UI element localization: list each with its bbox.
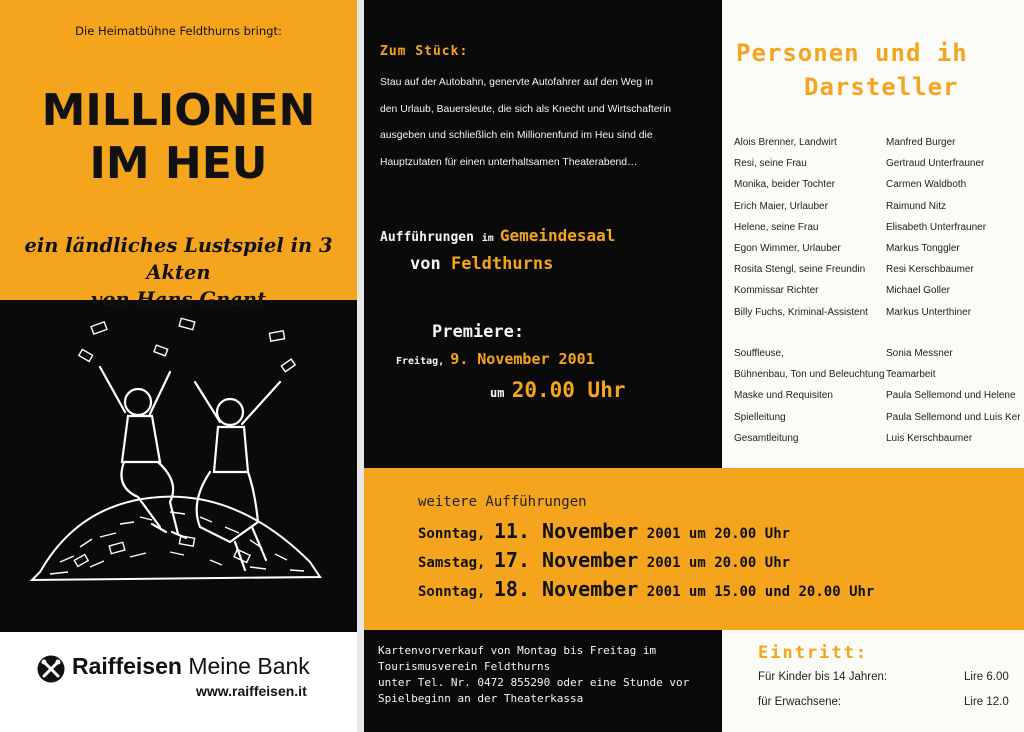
cast-actor: Michael Goller bbox=[886, 285, 950, 297]
cast-roles bbox=[734, 132, 868, 323]
cast-actor: Gertraud Unterfrauner bbox=[886, 158, 985, 170]
crew-role: Souffleuse, bbox=[734, 348, 784, 359]
crew-role: Gesamtleitung bbox=[734, 432, 799, 444]
crew-name: Paula Sellemond und Luis Ker bbox=[886, 411, 1021, 423]
ticket-line: Kartenvorverkauf von Montag bis Freitag im bbox=[378, 644, 657, 657]
premiere-label: Premiere: bbox=[432, 322, 525, 342]
play-title bbox=[0, 84, 357, 190]
crew-role: Bühnenbau, Ton und Beleuchtung bbox=[734, 369, 885, 381]
performances-place bbox=[410, 254, 553, 274]
premiere-date bbox=[396, 350, 595, 368]
von-word: von bbox=[410, 254, 451, 274]
title-line-1: MILLIONEN bbox=[41, 85, 316, 136]
ticket-line: Spielbeginn an der Theaterkassa bbox=[378, 692, 584, 705]
further-date: 11. November bbox=[493, 519, 639, 543]
sponsor-name-bold: Raiffeisen bbox=[72, 653, 182, 679]
sponsor-name bbox=[72, 653, 310, 680]
story-line: den Urlaub, Bauersleute, die sich als Knecht und Wirtschafterin bbox=[380, 103, 672, 115]
entry-heading: Eintritt: bbox=[758, 643, 869, 663]
further-day: Samstag, bbox=[418, 555, 494, 571]
subtitle-line-2: von Hans Gnant bbox=[91, 288, 266, 311]
cast-role: Erich Maier, Urlauber bbox=[734, 200, 828, 212]
performances-intro bbox=[380, 226, 615, 245]
cast-role: Billy Fuchs, Kriminal-Assistent bbox=[734, 306, 868, 318]
story-line: ausgeben und schließlich ein Millionenfund im Heu sind die bbox=[380, 130, 653, 141]
cast-actor: Raimund Nitz bbox=[886, 200, 947, 212]
adults-price-label: für Erwachsene: bbox=[758, 696, 842, 708]
cast-role: Helene, seine Frau bbox=[734, 221, 819, 233]
cast-role: Resi, seine Frau bbox=[734, 158, 807, 170]
children-price-label: Für Kinder bis 14 Jahren: bbox=[758, 671, 888, 683]
crew-role: Spielleitung bbox=[734, 411, 786, 423]
venue-name: Gemeindesaal bbox=[499, 226, 616, 245]
crew-name: Sonia Messner bbox=[886, 348, 953, 359]
story-line: Hauptzutaten für einen unterhaltsamen Theaterabend… bbox=[380, 156, 638, 168]
um-word: um bbox=[490, 386, 512, 400]
crew-names bbox=[886, 343, 1022, 449]
further-time: 2001 um 15.00 und 20.00 Uhr bbox=[638, 584, 875, 600]
children-price: Lire 6.00 bbox=[964, 671, 1009, 683]
premiere-time-value: 20.00 Uhr bbox=[511, 378, 626, 402]
cast-role: Monika, beider Tochter bbox=[734, 179, 835, 191]
cast-actors bbox=[886, 132, 986, 323]
further-date-1 bbox=[418, 519, 1020, 543]
further-time: 2001 um 20.00 Uhr bbox=[638, 555, 791, 571]
subtitle-line-1: ein ländliches Lustspiel in 3 Akten bbox=[24, 234, 333, 284]
crew-role: Maske und Requisiten bbox=[734, 390, 833, 402]
further-date-3 bbox=[418, 577, 1020, 601]
crew-name: Paula Sellemond und Helene bbox=[886, 390, 1016, 402]
crew-roles bbox=[734, 343, 885, 449]
sponsor-name-regular: Meine Bank bbox=[181, 653, 310, 679]
story-text bbox=[380, 70, 716, 176]
cast-actor: Elisabeth Unterfrauner bbox=[886, 221, 987, 233]
crew-name: Teamarbeit bbox=[886, 369, 936, 381]
cast-heading-line-2: Darsteller bbox=[804, 73, 959, 101]
further-date: 17. November bbox=[493, 548, 639, 572]
intro-word: Aufführungen bbox=[380, 230, 482, 245]
cast-role: Egon Wimmer, Urlauber bbox=[734, 242, 841, 254]
cast-actor: Carmen Waldboth bbox=[886, 179, 967, 191]
crew-name: Luis Kerschbaumer bbox=[886, 432, 973, 444]
raiffeisen-crossed-horses-logo bbox=[36, 654, 66, 684]
presenter-line: Die Heimatbühne Feldthurns bringt: bbox=[75, 24, 282, 38]
story-line: Stau auf der Autobahn, genervte Autofahrer auf den Weg in bbox=[380, 77, 654, 88]
people-throwing-money-on-haystack-illustration bbox=[20, 312, 340, 612]
cast-role: Alois Brenner, Landwirt bbox=[734, 137, 837, 148]
cast-actor: Markus Unterthiner bbox=[886, 306, 972, 318]
cast-actor: Resi Kerschbaumer bbox=[886, 264, 974, 276]
cast-actor: Markus Tonggler bbox=[886, 242, 960, 254]
title-line-2: IM HEU bbox=[89, 138, 268, 189]
cast-role: Rosita Stengl, seine Freundin bbox=[734, 264, 866, 276]
premiere-date-value: 9. November 2001 bbox=[450, 350, 595, 368]
ticket-line: unter Tel. Nr. 0472 855290 oder eine Stunde vor bbox=[378, 676, 690, 689]
premiere-day: Freitag, bbox=[396, 356, 451, 367]
cast-actor: Manfred Burger bbox=[886, 137, 956, 148]
further-date: 18. November bbox=[493, 577, 639, 601]
premiere-time bbox=[490, 378, 625, 402]
fold-divider bbox=[357, 0, 364, 732]
further-time: 2001 um 20.00 Uhr bbox=[638, 526, 791, 542]
ticket-line: Tourismusverein Feldthurns bbox=[378, 660, 551, 673]
play-subtitle bbox=[0, 232, 357, 313]
adults-price: Lire 12.0 bbox=[964, 696, 1009, 708]
further-day: Sonntag, bbox=[418, 526, 494, 542]
further-heading: weitere Aufführungen bbox=[418, 494, 587, 510]
sponsor-url: www.raiffeisen.it bbox=[196, 683, 307, 699]
further-date-2 bbox=[418, 548, 1020, 572]
story-heading: Zum Stück: bbox=[380, 44, 469, 59]
cast-heading-line-1: Personen und ih bbox=[736, 39, 968, 67]
place-name: Feldthurns bbox=[450, 254, 554, 274]
intro-prep: im bbox=[481, 233, 500, 244]
ticket-sales-info bbox=[378, 643, 713, 707]
cast-role: Kommissar Richter bbox=[734, 285, 819, 297]
further-day: Sonntag, bbox=[418, 584, 494, 600]
